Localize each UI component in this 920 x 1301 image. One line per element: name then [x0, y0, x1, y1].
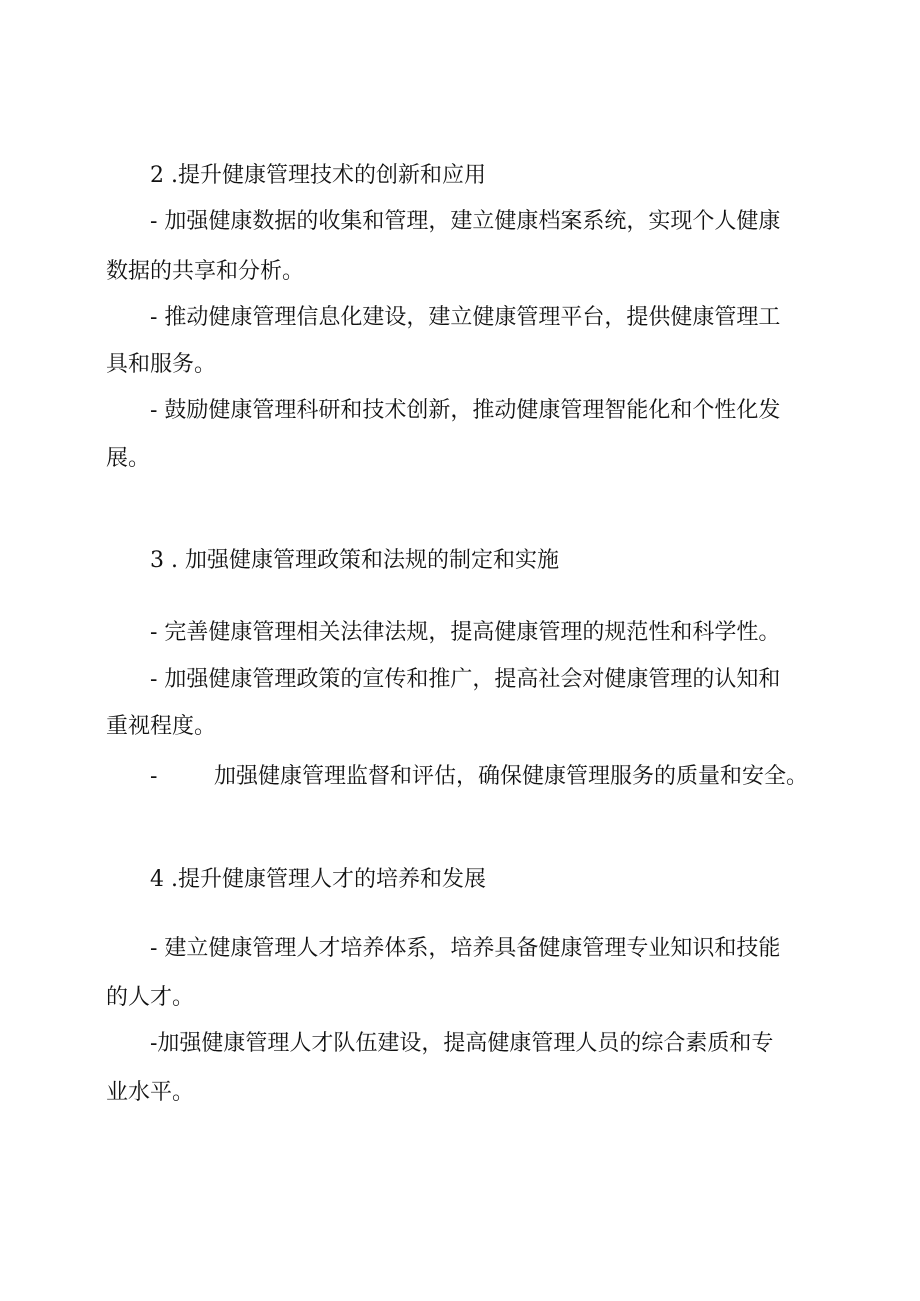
paragraph-line: 重视程度。 — [106, 714, 217, 739]
paragraph-line: - 加强健康管理政策的宣传和推广，提高社会对健康管理的认知和 — [150, 667, 781, 692]
paragraph-line: - 完善健康管理相关法律法规，提高健康管理的规范性和科学性。 — [150, 620, 781, 645]
paragraph-line: 具和服务。 — [106, 352, 217, 377]
paragraph-line: 的人才。 — [106, 985, 195, 1010]
paragraph-line: - 推动健康管理信息化建设，建立健康管理平台，提供健康管理工 — [150, 305, 781, 330]
paragraph-line: 加强健康管理监督和评估，确保健康管理服务的质量和安全。 — [214, 764, 809, 789]
paragraph-line: 展。 — [106, 446, 151, 471]
paragraph-line: - 加强健康数据的收集和管理，建立健康档案系统，实现个人健康 — [150, 209, 781, 234]
section-heading: 3 . 加强健康管理政策和法规的制定和实施 — [150, 548, 559, 573]
paragraph-line: - 鼓励健康管理科研和技术创新，推动健康管理智能化和个性化发 — [150, 398, 781, 423]
list-dash: - — [150, 764, 158, 789]
paragraph-line: 业水平。 — [106, 1080, 195, 1105]
paragraph-line: - 建立健康管理人才培养体系，培养具备健康管理专业知识和技能 — [150, 936, 781, 961]
paragraph-line: 数据的共享和分析。 — [106, 259, 305, 284]
section-heading: 2 .提升健康管理技术的创新和应用 — [150, 163, 486, 188]
paragraph-line: -加强健康管理人才队伍建设，提高健康管理人员的综合素质和专 — [150, 1031, 774, 1056]
section-heading: 4 .提升健康管理人才的培养和发展 — [150, 867, 486, 892]
